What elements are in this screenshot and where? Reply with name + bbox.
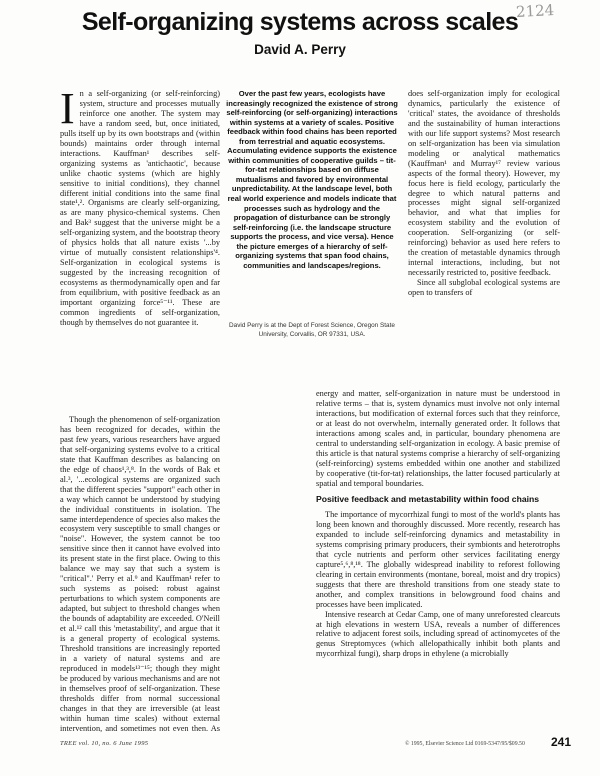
body-paragraph-energy: energy and matter, self-organization in nature must be understood in relative terms – that is, system dynamics must involve not only internal interactions, but modification of external forces such that they reinforce, or at least do not overwhelm, internally generated order. It follows that interactions among scales and, in particular, boundary phenomena are central to understanding self-organization in ecology. A basic premise of this article is that natural systems comprise a hierarchy of self-organizing (self-reinforcing) systems embedded within one another and stabilized by cooperative (tit-for-tat) relationships, the latter focused particularly at spatial and temporal boundaries. (316, 389, 560, 488)
body-paragraph-cedar-camp: Intensive research at Cedar Camp, one of many unreforested clearcuts at high elevations in western USA, reveals a number of differences relative to adjacent forest soils, including spread of actinomycetes of the genus Streptomyces (which allelopathically inhibit both plants and mycorrhizal fungi), sharp drops in ethylene (a microbially (316, 609, 560, 659)
right-col-paragraph-1: does self-organization imply for ecological dynamics, particularly the existence of 'critical' states, the avoidance of thresholds and the sustainability of human interactions with our life support systems? Most research on self-organization has been via simulation modeling or analytical mathematics (Kauffman¹ and Murray¹⁷ review various aspects of the formal theory). However, my focus here is field ecology, particularly the degree to which natural patterns and processes might signal self-organized behavior, and what that implies for ecosystem stability and the evolution of cooperation. Self-organizing (or self-reinforcing) behavior as used here refers to the creation of metastable dynamics through internal interactions, including, but not necessarily restricted to, positive feedback. (408, 89, 560, 278)
article-title: Self-organizing systems across scales (81, 8, 519, 36)
copyright-footer: © 1995, Elsevier Science Ltd 0169-5347/95/$09.50 (405, 741, 525, 747)
drop-cap: I (60, 89, 75, 133)
section-heading: Positive feedback and metastability within food chains (316, 493, 540, 504)
column-left-lower (60, 415, 220, 733)
abstract: Over the past few years, ecologists have increasingly recognized the existence of strong self-reinforcing (or self-organizing) interactions within systems at a variety of scales. Positive feedback within food chains has been reported from terrestrial and aquatic ecosystems. Accumulating evidence supports the existence within communities of cooperative guilds – tit-for-tat relationships based on diffuse mutualisms and favored by environmental unpredictability. At the landscape level, both real world experience and models indicate that processes such as hydrology and the propagation of disturbance can be strongly self-reinforcing (i.e. the landscape structure supports the process, and vice versa). Hence the picture emerges of a hierarchy of self-organizing systems that span food chains, communities and landscapes/regions. (226, 89, 398, 270)
intro-paragraph (60, 89, 220, 328)
author-affiliation: David Perry is at the Dept of Forest Science, Oregon State University, Corvallis, OR 97331, USA. (229, 322, 395, 338)
right-col-paragraph-2: Since all subglobal ecological systems are open to transfers of (408, 278, 560, 298)
page-number: 241 (551, 735, 572, 749)
left-col-paragraph-2: Though the phenomenon of self-organization has been recognized for decades, within the past few years, various researchers have argued that self-organizing systems evolve to a critical state that Kauffman describes as balancing on the edge of chaos¹,³,⁸. In the words of Bak et al.³, '...ecological systems are organized such that the different species "support" each other in a way which cannot be understood by studying the individual constituents in isolation. The same interdependence of species also makes the ecosystem very susceptible to small changes or "noise". However, the system cannot be too sensitive since then it cannot have evolved into its present state in the first place. Owing to this balance we may say that such a system is "critical".' Perry et al.⁹ and Kauffman¹ refer to such systems as poised: robust against perturbations to which system components are adapted, but subject to threshold changes when the bounds of adaptability are exceeded. O'Neill et al.¹² call this 'metastability', and argue that it is a general property of ecological systems. Threshold transitions are increasingly reported in a variety of natural systems and are reproduced in models¹³⁻¹⁵; though they might be produced by various mechanisms and are not in themselves proof of self-organization. These thresholds differ from normal successional changes in that they are irreversible (at least within human time scales) without external intervention, and sometimes not even then. As (60, 415, 220, 733)
column-left (60, 89, 220, 415)
article-author: David A. Perry (254, 42, 346, 57)
intro-text: n a self-organizing (or self-reinforcing) system, structure and processes mutually reinforce one another. The system may have a random seed, but, once initiated, pulls itself up by its own bootstraps and (within bounds) maintains order through internal interactions. Kauffman¹ describes self-organizing systems as 'antichaotic', because unlike chaotic systems (which are highly sensitive to initial conditions), they channel different initial conditions into the same final state¹,². Organisms are clearly self-organizing, as are many physico-chemical systems. Chen and Bak³ suggest that the universe might be a self-organizing system, and the bootstrap theory of physics holds that all nature exists '...by virtue of mutually consistent relationships'⁴. Self-organization in ecological systems is suggested by the increasing recognition of ecosystems as thermodynamically open and far from equilibrium, with positive feedback as an important organizing force⁵⁻¹¹. These are common ingredients of self-organization, though by themselves do not guarantee it. (60, 89, 220, 327)
column-right-top (408, 89, 560, 387)
column-lower-right (316, 389, 560, 733)
body-paragraph-mycorrhizal: The importance of mycorrhizal fungi to most of the world's plants has long been known and thoroughly discussed. More recently, research has expanded to include self-reinforcing dynamics and metastability in systems comprising primary producers, their symbionts and heterotrophs that cycle nutrients and perform other services facilitating energy capture⁵,⁶,⁸,¹⁸. The globally widespread inability to reforest following clearing in certain environments (montane, boreal, moist and dry tropics) suggests that there are threshold transitions from one steady state to another, and complex transitions in belowground food chains and processes have been implicated. (316, 510, 560, 609)
journal-footer: TREE vol. 10, no. 6 June 1995 (60, 740, 149, 747)
handwritten-page-mark: 2124 (515, 1, 555, 21)
